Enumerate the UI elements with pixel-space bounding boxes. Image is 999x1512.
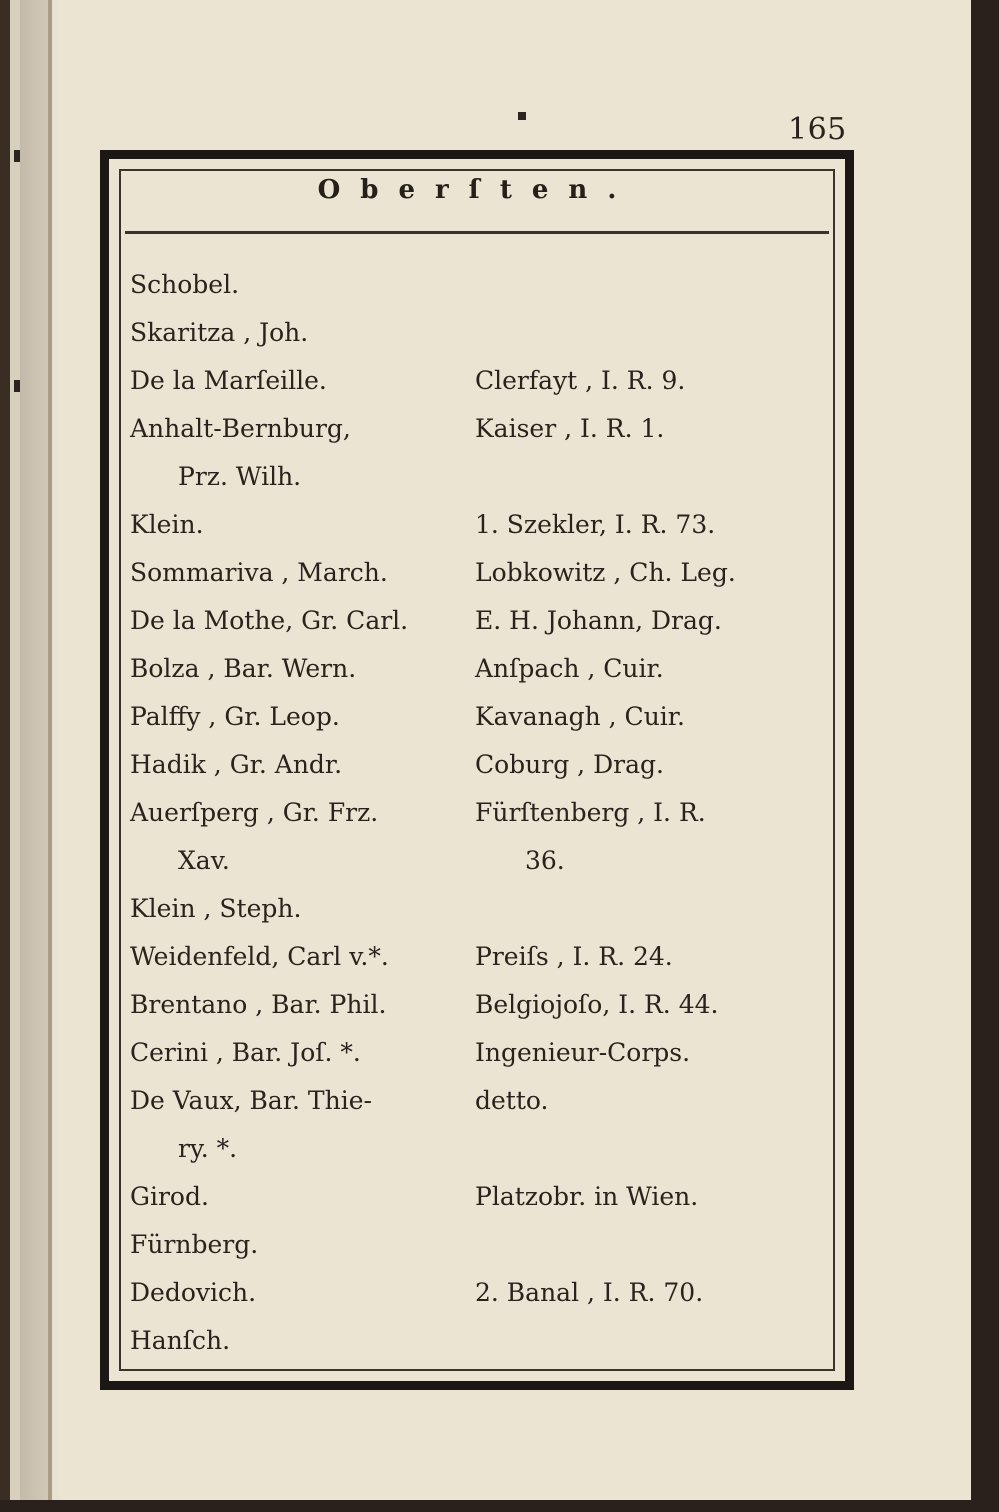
list-item bbox=[130, 792, 830, 840]
officer-name: Klein , Steph. bbox=[130, 894, 302, 923]
officer-name: De la Mothe, Gr. Carl. bbox=[130, 606, 409, 635]
officer-name: Brentano , Bar. Phil. bbox=[130, 990, 387, 1019]
list-item bbox=[130, 1128, 830, 1176]
list-item bbox=[130, 600, 830, 648]
scan-edge-bottom bbox=[0, 1500, 999, 1512]
heading-rule bbox=[125, 231, 829, 234]
scan-edge-right bbox=[971, 0, 999, 1512]
list-item bbox=[130, 984, 830, 1032]
margin-mark bbox=[14, 150, 20, 162]
regiment: Clerfayt , I. R. 9. bbox=[475, 366, 686, 395]
officer-name: Prz. Wilh. bbox=[178, 462, 302, 491]
regiment: Preiſs , I. R. 24. bbox=[475, 942, 673, 971]
officer-name: Sommariva , March. bbox=[130, 558, 388, 587]
officer-name: Palffy , Gr. Leop. bbox=[130, 702, 340, 731]
officer-name: Xav. bbox=[178, 846, 230, 875]
officer-name: Auerſperg , Gr. Frz. bbox=[130, 798, 379, 827]
list-item bbox=[130, 264, 830, 312]
list-item bbox=[130, 504, 830, 552]
officer-name: ry. *. bbox=[178, 1134, 238, 1163]
officer-name: Schobel. bbox=[130, 270, 240, 299]
list-item bbox=[130, 456, 830, 504]
list-item bbox=[130, 1176, 830, 1224]
margin-mark bbox=[14, 380, 20, 392]
regiment: 1. Szekler, I. R. 73. bbox=[475, 510, 716, 539]
regiment: Ingenieur-Corps. bbox=[475, 1038, 691, 1067]
regiment: 2. Banal , I. R. 70. bbox=[475, 1278, 704, 1307]
officer-name: Dedovich. bbox=[130, 1278, 257, 1307]
officer-name: Hanſch. bbox=[130, 1326, 231, 1355]
list-item bbox=[130, 360, 830, 408]
regiment: detto. bbox=[475, 1086, 549, 1115]
officer-name: De la Marſeille. bbox=[130, 366, 327, 395]
regiment: Fürſtenberg , I. R. bbox=[475, 798, 706, 827]
page-gutter bbox=[48, 0, 52, 1500]
list-item bbox=[130, 888, 830, 936]
fold-shadow bbox=[20, 0, 60, 1500]
list-item bbox=[130, 1080, 830, 1128]
list-item bbox=[130, 696, 830, 744]
officer-name: De Vaux, Bar. Thie- bbox=[130, 1086, 372, 1115]
regiment: Kavanagh , Cuir. bbox=[475, 702, 685, 731]
list-item bbox=[130, 1272, 830, 1320]
regiment: Coburg , Drag. bbox=[475, 750, 664, 779]
list-item bbox=[130, 312, 830, 360]
list-item bbox=[130, 648, 830, 696]
margin-mark bbox=[518, 112, 526, 120]
list-item bbox=[130, 552, 830, 600]
list-item bbox=[130, 1320, 830, 1368]
officer-name: Skaritza , Joh. bbox=[130, 318, 309, 347]
officer-name: Bolza , Bar. Wern. bbox=[130, 654, 357, 683]
regiment: Platzobr. in Wien. bbox=[475, 1182, 699, 1211]
regiment: Anſpach , Cuir. bbox=[475, 654, 664, 683]
officer-list bbox=[130, 264, 830, 1368]
officer-name: Cerini , Bar. Joſ. *. bbox=[130, 1038, 361, 1067]
regiment: 36. bbox=[525, 846, 565, 875]
list-item bbox=[130, 744, 830, 792]
officer-name: Fürnberg. bbox=[130, 1230, 259, 1259]
officer-name: Klein. bbox=[130, 510, 204, 539]
list-item bbox=[130, 1032, 830, 1080]
officer-name: Hadik , Gr. Andr. bbox=[130, 750, 343, 779]
section-heading: Oberſten. bbox=[317, 175, 637, 205]
list-item bbox=[130, 1224, 830, 1272]
list-item bbox=[130, 840, 830, 888]
regiment: Belgiojoſo, I. R. 44. bbox=[475, 990, 719, 1019]
list-item bbox=[130, 408, 830, 456]
page-number: 165 bbox=[788, 112, 847, 147]
officer-name: Girod. bbox=[130, 1182, 209, 1211]
officer-name: Weidenfeld, Carl v.*. bbox=[130, 942, 389, 971]
regiment: Kaiser , I. R. 1. bbox=[475, 414, 665, 443]
regiment: E. H. Johann, Drag. bbox=[475, 606, 722, 635]
regiment: Lobkowitz , Ch. Leg. bbox=[475, 558, 736, 587]
list-item bbox=[130, 936, 830, 984]
officer-name: Anhalt-Bernburg, bbox=[130, 414, 351, 443]
scan-edge-left bbox=[0, 0, 10, 1512]
